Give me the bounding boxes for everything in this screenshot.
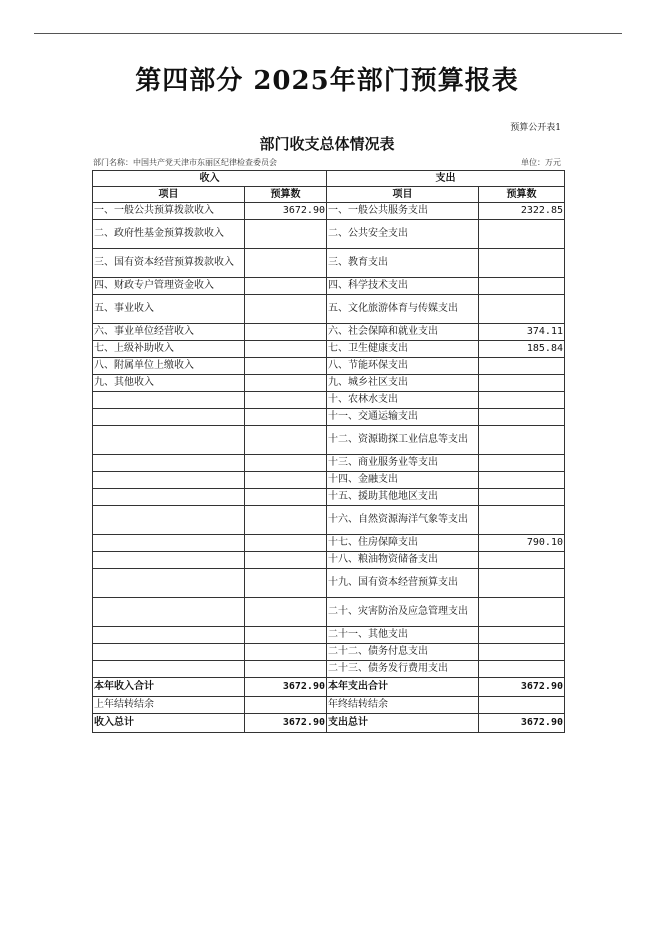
expense-header: 支出 [327,171,565,187]
carryover-row [93,697,565,714]
income-value-cell [245,472,327,489]
income-budget-header: 预算数 [245,187,327,203]
income-item-cell: 九、其他收入 [93,375,245,392]
grand-income-value: 3672.90 [245,714,327,733]
expense-value-cell: 2322.85 [479,203,565,220]
table-row [93,455,565,472]
expense-item-cell: 十四、金融支出 [327,472,479,489]
income-item-cell: 六、事业单位经营收入 [93,324,245,341]
expense-item-cell: 十二、资源勘探工业信息等支出 [327,426,479,455]
total-income-value: 3672.90 [245,678,327,697]
expense-value-cell: 374.11 [479,324,565,341]
table-row [93,627,565,644]
income-value-cell: 3672.90 [245,203,327,220]
income-value-cell [245,506,327,535]
expense-value-cell [479,598,565,627]
grand-income-label: 收入总计 [93,714,245,733]
table-row [93,249,565,278]
income-value-cell [245,409,327,426]
income-value-cell [245,598,327,627]
table-row [93,661,565,678]
income-item-cell [93,409,245,426]
income-value-cell [245,278,327,295]
income-item-cell [93,661,245,678]
income-item-cell: 五、事业收入 [93,295,245,324]
table-row [93,220,565,249]
income-value-cell [245,358,327,375]
expense-item-header: 项目 [327,187,479,203]
table-row [93,409,565,426]
expense-item-cell: 二、公共安全支出 [327,220,479,249]
table-row [93,375,565,392]
expense-value-cell [479,409,565,426]
grand-total-row [93,714,565,733]
expense-item-cell: 九、城乡社区支出 [327,375,479,392]
page-title: 第四部分 2025年部门预算报表 [135,66,519,96]
income-item-cell [93,506,245,535]
income-item-cell [93,569,245,598]
table-row [93,552,565,569]
expense-item-cell: 二十三、债务发行费用支出 [327,661,479,678]
total-income-label: 本年收入合计 [93,678,245,697]
table-row [93,324,565,341]
unit-label: 单位：万元 [521,158,561,167]
expense-item-cell: 二十、灾害防治及应急管理支出 [327,598,479,627]
income-value-cell [245,489,327,506]
expense-item-cell: 八、节能环保支出 [327,358,479,375]
total-expense-label: 本年支出合计 [327,678,479,697]
expense-value-cell [479,426,565,455]
expense-item-cell: 十六、自然资源海洋气象等支出 [327,506,479,535]
income-item-header: 项目 [93,187,245,203]
expense-item-cell: 六、社会保障和就业支出 [327,324,479,341]
expense-item-cell: 十七、住房保障支出 [327,535,479,552]
income-item-cell: 二、政府性基金预算拨款收入 [93,220,245,249]
income-value-cell [245,295,327,324]
income-item-cell: 八、附属单位上缴收入 [93,358,245,375]
expense-value-cell [479,644,565,661]
income-header: 收入 [93,171,327,187]
grand-expense-label: 支出总计 [327,714,479,733]
income-item-cell [93,627,245,644]
expense-item-cell: 三、教育支出 [327,249,479,278]
table-row [93,472,565,489]
expense-item-cell: 五、文化旅游体育与传媒支出 [327,295,479,324]
section-header-row [93,171,565,187]
table-row [93,295,565,324]
income-item-cell: 四、财政专户管理资金收入 [93,278,245,295]
total-expense-value: 3672.90 [479,678,565,697]
expense-value-cell [479,569,565,598]
expense-value-cell [479,375,565,392]
budget-table [92,170,565,733]
expense-item-cell: 十九、国有资本经营预算支出 [327,569,479,598]
expense-value-cell [479,358,565,375]
income-item-cell [93,489,245,506]
expense-value-cell [479,295,565,324]
income-value-cell [245,341,327,358]
department-name: 部门名称：中国共产党天津市东丽区纪律检查委员会 [93,158,277,167]
income-value-cell [245,220,327,249]
income-value-cell [245,644,327,661]
table-row [93,569,565,598]
table-row [93,203,565,220]
expense-value-cell [479,392,565,409]
expense-value-cell: 185.84 [479,341,565,358]
expense-item-cell: 四、科学技术支出 [327,278,479,295]
expense-item-cell: 二十一、其他支出 [327,627,479,644]
expense-value-cell [479,661,565,678]
income-item-cell [93,472,245,489]
expense-value-cell [479,489,565,506]
expense-item-cell: 一、一般公共服务支出 [327,203,479,220]
total-row [93,678,565,697]
expense-item-cell: 十八、粮油物资储备支出 [327,552,479,569]
expense-item-cell: 十三、商业服务业等支出 [327,455,479,472]
table-number: 预算公开表1 [510,123,561,133]
expense-value-cell [479,472,565,489]
table-row [93,341,565,358]
income-value-cell [245,455,327,472]
expense-item-cell: 十五、援助其他地区支出 [327,489,479,506]
expense-item-cell: 二十二、债务付息支出 [327,644,479,661]
income-item-cell [93,455,245,472]
income-item-cell: 一、一般公共预算拨款收入 [93,203,245,220]
expense-value-cell [479,627,565,644]
grand-expense-value: 3672.90 [479,714,565,733]
income-item-cell: 七、上级补助收入 [93,341,245,358]
carryover-out-value [479,697,565,714]
table-row [93,278,565,295]
expense-value-cell [479,455,565,472]
income-item-cell [93,644,245,661]
table-row [93,358,565,375]
income-item-cell [93,552,245,569]
income-value-cell [245,324,327,341]
table-title: 部门收支总体情况表 [259,135,395,153]
table-row [93,392,565,409]
income-item-cell: 三、国有资本经营预算拨款收入 [93,249,245,278]
expense-item-cell: 十一、交通运输支出 [327,409,479,426]
carryover-in-label: 上年结转结余 [93,697,245,714]
expense-budget-header: 预算数 [479,187,565,203]
table-row [93,506,565,535]
income-value-cell [245,392,327,409]
expense-value-cell [479,552,565,569]
expense-item-cell: 十、农林水支出 [327,392,479,409]
income-value-cell [245,552,327,569]
expense-value-cell [479,506,565,535]
table-row [93,644,565,661]
carryover-in-value [245,697,327,714]
income-value-cell [245,375,327,392]
expense-value-cell [479,220,565,249]
income-value-cell [245,569,327,598]
expense-value-cell [479,249,565,278]
income-value-cell [245,249,327,278]
table-row [93,535,565,552]
expense-item-cell: 七、卫生健康支出 [327,341,479,358]
carryover-out-label: 年终结转结余 [327,697,479,714]
expense-value-cell: 790.10 [479,535,565,552]
income-value-cell [245,535,327,552]
income-item-cell [93,392,245,409]
table-row [93,426,565,455]
table-row [93,489,565,506]
income-value-cell [245,627,327,644]
income-value-cell [245,426,327,455]
income-item-cell [93,598,245,627]
income-item-cell [93,426,245,455]
income-value-cell [245,661,327,678]
expense-value-cell [479,278,565,295]
income-item-cell [93,535,245,552]
header-rule [34,33,622,34]
column-header-row [93,187,565,203]
table-row [93,598,565,627]
